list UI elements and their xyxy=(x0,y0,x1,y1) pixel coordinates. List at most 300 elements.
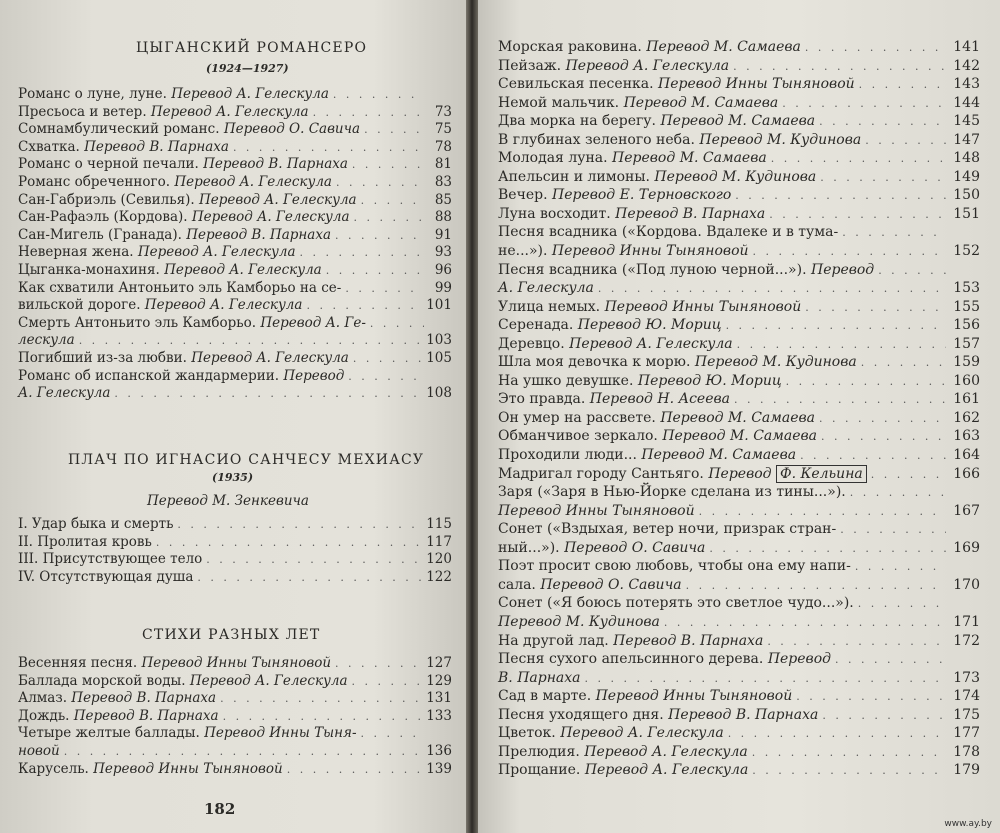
translator: А. Гелескула xyxy=(498,280,594,297)
entry-title xyxy=(498,594,854,613)
dot-leader xyxy=(819,410,946,429)
entry-title xyxy=(498,687,792,706)
entry-text: Сомнамбулический романс. xyxy=(18,121,224,138)
entry-title xyxy=(498,335,733,354)
translator: Перевод Ю. Мориц xyxy=(637,372,782,389)
dot-leader xyxy=(197,569,422,587)
toc-entry xyxy=(498,335,980,354)
entry-text: Смерть Антоньито эль Камборьо. xyxy=(18,314,261,331)
entry-text: Романс о луне, луне. xyxy=(18,86,172,102)
entry-title xyxy=(18,516,173,534)
toc-entry xyxy=(498,650,980,669)
page-ref: 122 xyxy=(426,568,452,585)
toc-entry xyxy=(18,743,452,761)
toc-entry xyxy=(498,242,980,261)
toc-entry xyxy=(498,743,980,762)
dot-leader xyxy=(858,595,946,614)
entry-title xyxy=(498,390,730,409)
toc-entry xyxy=(498,632,980,651)
entry-text: IV. Отсутствующая душа xyxy=(18,568,194,585)
entry-text: Улица немых. xyxy=(498,298,605,315)
toc-entry xyxy=(18,350,452,368)
dot-leader xyxy=(300,244,424,262)
translator: Перевод Инны Тыняновой xyxy=(595,688,793,705)
entry-text: Морская раковина. xyxy=(498,39,647,55)
entry-title xyxy=(498,168,816,187)
translator: Перевод О. Савича xyxy=(223,121,361,138)
entry-title xyxy=(18,139,229,157)
toc-entry xyxy=(498,687,980,706)
page-ref: 164 xyxy=(953,447,980,464)
toc-entry xyxy=(18,174,452,192)
dot-leader xyxy=(855,558,946,577)
translator: Перевод В. Парнаха xyxy=(186,226,331,243)
section-title: СТИХИ РАЗНЫХ ЛЕТ xyxy=(142,627,321,643)
toc-entry xyxy=(498,94,980,113)
toc-entry xyxy=(18,690,452,708)
toc-list xyxy=(498,38,980,780)
dot-leader xyxy=(370,315,424,333)
dot-leader xyxy=(752,762,946,781)
entry-text: Романс о черной печали. xyxy=(18,156,204,173)
page-number: 182 xyxy=(204,800,236,818)
page-ref: 129 xyxy=(426,672,452,689)
translator: Перевод А. Гелескула xyxy=(164,261,322,278)
entry-text: Сан-Габриэль (Севилья). xyxy=(18,191,199,208)
translator: Перевод А. Гелескула xyxy=(150,103,309,120)
entry-text: На ушко девушке. xyxy=(498,372,638,389)
page-ref: 93 xyxy=(434,244,452,261)
page-ref: 172 xyxy=(953,632,980,649)
page-ref: 167 xyxy=(953,502,980,519)
translator: Перевод А. Гелескула xyxy=(584,743,748,760)
entry-text: Дождь. xyxy=(18,707,74,724)
translator: Перевод М. Кудинова xyxy=(498,613,660,630)
dot-leader xyxy=(753,243,946,262)
entry-title xyxy=(498,131,861,150)
dot-leader xyxy=(177,516,422,534)
toc-entry xyxy=(498,539,980,558)
dot-leader xyxy=(664,614,946,633)
translator: Перевод В. Парнаха xyxy=(613,632,764,649)
page-ref: 88 xyxy=(434,209,452,226)
section-years: (1935) xyxy=(212,471,254,484)
entry-title xyxy=(498,279,594,298)
page-ref: 139 xyxy=(426,760,452,777)
entry-text: Поэт просит свою любовь, чтобы она ему напи- xyxy=(498,558,851,575)
entry-text: В глубинах зеленого неба. xyxy=(498,131,700,148)
dot-leader xyxy=(345,280,424,298)
entry-title xyxy=(18,104,309,122)
page-ref: 75 xyxy=(434,121,452,138)
entry-text: вильской дороге. xyxy=(18,297,145,314)
page-ref: 108 xyxy=(426,385,452,402)
translator: Перевод В. Парнаха xyxy=(615,205,766,222)
toc-entry xyxy=(498,483,980,502)
toc-list xyxy=(18,655,452,778)
toc-entry xyxy=(498,112,980,131)
dot-leader xyxy=(598,280,946,299)
page-ref: 142 xyxy=(953,57,980,74)
page-ref: 144 xyxy=(953,94,980,111)
page-ref: 159 xyxy=(953,354,980,371)
page-ref: 83 xyxy=(434,173,452,190)
entry-title xyxy=(18,350,349,368)
translator: Перевод М. Кудинова xyxy=(694,354,857,371)
watermark: www.ay.by xyxy=(944,819,992,829)
toc-entry xyxy=(498,223,980,242)
translator: Перевод М. Самаева xyxy=(662,428,817,445)
entry-title xyxy=(498,576,682,595)
entry-title xyxy=(498,316,722,335)
toc-entry xyxy=(498,205,980,224)
page-ref: 103 xyxy=(426,332,452,349)
translator: Перевод М. Самаева xyxy=(660,409,815,426)
toc-entry xyxy=(498,316,980,335)
entry-title xyxy=(498,149,767,168)
dot-leader xyxy=(769,206,946,225)
page-ref: 166 xyxy=(953,465,980,482)
page-ref: 101 xyxy=(426,297,452,314)
page-ref: 148 xyxy=(953,150,980,167)
toc-entry xyxy=(18,209,452,227)
toc-entry xyxy=(18,280,452,298)
entry-title xyxy=(18,708,219,726)
toc-entry xyxy=(18,332,452,350)
entry-text: Романс обреченного. xyxy=(18,173,175,190)
toc-entry xyxy=(498,706,980,725)
toc-entry xyxy=(498,186,980,205)
right-page xyxy=(478,0,1000,833)
dot-leader xyxy=(752,744,946,763)
dot-leader xyxy=(782,95,946,114)
toc-entry xyxy=(18,534,452,552)
entry-text: Схватка. xyxy=(18,138,85,155)
dot-leader xyxy=(287,761,422,779)
entry-text: Пресьоса и ветер. xyxy=(18,103,151,120)
section-title: ПЛАЧ ПО ИГНАСИО САНЧЕСУ МЕХИАСУ xyxy=(68,452,425,468)
entry-title xyxy=(498,446,796,465)
toc-entry xyxy=(498,446,980,465)
entry-title xyxy=(18,244,296,262)
page-ref: 131 xyxy=(426,690,452,707)
entry-title xyxy=(18,385,110,403)
entry-title xyxy=(18,209,350,227)
entry-text: Это правда. xyxy=(498,391,590,408)
toc-entry xyxy=(18,761,452,779)
page-ref: 136 xyxy=(426,742,452,759)
translator: Перевод Инны Тыняновой xyxy=(93,760,283,777)
translator: Перевод М. Кудинова xyxy=(654,168,817,185)
translator: Перевод А. Гелескула xyxy=(584,762,749,779)
entry-title xyxy=(18,743,60,761)
entry-text: Он умер на рассвете. xyxy=(498,409,661,426)
toc-entry xyxy=(18,297,452,315)
page-ref: 163 xyxy=(953,428,980,445)
toc-entry xyxy=(18,156,452,174)
dot-leader xyxy=(767,633,946,652)
entry-title xyxy=(18,156,348,174)
dot-leader xyxy=(821,428,946,447)
translator: Перевод Н. Асеева xyxy=(589,391,730,408)
entry-title xyxy=(18,655,331,673)
dot-leader xyxy=(871,466,946,485)
toc-entry xyxy=(18,569,452,587)
toc-entry xyxy=(498,502,980,521)
entry-text: Молодая луна. xyxy=(498,150,613,167)
entry-title xyxy=(498,38,801,57)
dot-leader xyxy=(333,86,424,104)
entry-text: Четыре желтые баллады. xyxy=(18,725,205,742)
entry-text: Весенняя песня. xyxy=(18,655,142,671)
page-ref: 96 xyxy=(434,261,452,278)
dot-leader xyxy=(859,76,946,95)
translator: Перевод М. Самаева xyxy=(623,94,779,111)
dot-leader xyxy=(336,174,424,192)
entry-text: Песня сухого апельсинного дерева. xyxy=(498,651,768,668)
entry-text: Серенада. xyxy=(498,317,578,334)
dot-leader xyxy=(835,651,946,670)
entry-text: Прелюдия. xyxy=(498,743,585,760)
dot-leader xyxy=(220,690,422,708)
entry-title xyxy=(18,368,344,386)
page-ref: 162 xyxy=(953,409,980,426)
dot-leader xyxy=(223,708,423,726)
entry-title xyxy=(498,409,815,428)
toc-entry xyxy=(498,57,980,76)
entry-text: III. Присутствующее тело xyxy=(18,551,203,568)
entry-text: сала. xyxy=(498,576,541,593)
entry-title xyxy=(498,57,729,76)
entry-text: Обманчивое зеркало. xyxy=(498,428,663,445)
dot-leader xyxy=(64,743,423,761)
entry-title xyxy=(498,502,695,521)
entry-title xyxy=(498,205,765,224)
toc-entry xyxy=(18,104,452,122)
dot-leader xyxy=(771,150,946,169)
entry-text: Проходили люди... xyxy=(498,447,642,464)
dot-leader xyxy=(361,192,424,210)
translator: Перевод А. Гелескула xyxy=(171,86,329,102)
entry-title xyxy=(498,520,836,539)
entry-title xyxy=(18,262,322,280)
entry-text: Луна восходит. xyxy=(498,205,616,222)
entry-text: Сонет («Вздыхая, ветер ночи, призрак стран- xyxy=(498,521,837,538)
translator-boxed: Ф. Кельина xyxy=(776,465,867,483)
toc-entry xyxy=(18,262,452,280)
translator: Перевод В. Парнаха xyxy=(84,138,229,155)
dot-leader xyxy=(733,58,946,77)
entry-title xyxy=(498,724,724,743)
dot-leader xyxy=(850,484,946,503)
section-title: ЦЫГАНСКИЙ РОМАНСЕРО xyxy=(136,40,368,56)
entry-title xyxy=(498,743,748,762)
translator: Перевод Е. Терновского xyxy=(551,187,732,204)
page-ref: 153 xyxy=(953,280,980,297)
entry-title xyxy=(18,280,341,298)
translator: Перевод А. Гелескула xyxy=(569,335,733,352)
entry-title xyxy=(18,332,75,350)
toc-entry xyxy=(498,613,980,632)
toc-entry xyxy=(18,139,452,157)
translator: Перевод Инны Тыняновой xyxy=(658,76,855,93)
section-years: (1924—1927) xyxy=(206,62,289,75)
translator: Перевод Инны Тыняновой xyxy=(141,655,332,671)
entry-title xyxy=(498,75,855,94)
entry-text: Баллада морской воды. xyxy=(18,672,190,689)
dot-leader xyxy=(364,121,424,139)
translator: Перевод В. Парнаха xyxy=(668,706,819,723)
toc-entry xyxy=(498,594,980,613)
entry-title xyxy=(498,242,749,261)
entry-title xyxy=(498,353,857,372)
entry-title xyxy=(498,706,818,725)
translator: А. Гелескула xyxy=(18,385,111,402)
entry-text: Неверная жена. xyxy=(18,244,138,261)
translator: Перевод А. Гелескула xyxy=(565,57,730,74)
translator: Перевод А. Гелескула xyxy=(189,672,348,689)
entry-text: Немой мальчик. xyxy=(498,94,624,111)
dot-leader xyxy=(335,655,422,673)
translator: Перевод А. Гелескула xyxy=(144,297,303,314)
toc-entry xyxy=(498,261,980,280)
translator: Перевод О. Савича xyxy=(564,539,706,556)
toc-entry xyxy=(18,227,452,245)
toc-entry xyxy=(498,669,980,688)
dot-leader xyxy=(786,373,946,392)
translator: Перевод xyxy=(283,367,345,384)
page-ref: 73 xyxy=(434,103,452,120)
page-ref: 179 xyxy=(953,762,980,779)
entry-text: Апельсин и лимоны. xyxy=(498,168,655,185)
translator: Перевод А. Гелескула xyxy=(560,725,724,742)
dot-leader xyxy=(842,224,946,243)
section-subtitle: Перевод М. Зенкевича xyxy=(147,493,309,509)
translator: В. Парнаха xyxy=(498,669,581,686)
dot-leader xyxy=(156,534,422,552)
translator: Перевод М. Самаева xyxy=(612,150,767,167)
toc-entry xyxy=(498,465,980,484)
page-ref: 178 xyxy=(953,743,980,760)
page-ref: 169 xyxy=(953,539,980,556)
page-ref: 133 xyxy=(426,707,452,724)
toc-entry xyxy=(498,557,980,576)
page-ref: 170 xyxy=(953,576,980,593)
toc-entry xyxy=(498,131,980,150)
dot-leader xyxy=(709,540,946,559)
translator: Перевод Инны Тыняновой xyxy=(604,298,802,315)
entry-text: Пейзаж. xyxy=(498,57,566,74)
entry-title xyxy=(18,121,360,139)
entry-title xyxy=(18,227,331,245)
toc-entry xyxy=(18,244,452,262)
dot-leader xyxy=(585,670,946,689)
dot-leader xyxy=(114,385,422,403)
page-ref: 160 xyxy=(953,372,980,389)
toc-entry xyxy=(498,427,980,446)
entry-text: Сан-Рафаэль (Кордова). xyxy=(18,209,192,226)
toc-entry xyxy=(498,38,980,57)
entry-text: Шла моя девочка к морю. xyxy=(498,354,695,371)
entry-title xyxy=(18,725,357,743)
entry-title xyxy=(498,632,763,651)
entry-text: Прощание. xyxy=(498,762,585,779)
entry-title xyxy=(498,650,831,669)
dot-leader xyxy=(206,551,422,569)
translator: новой xyxy=(18,742,60,759)
page-ref: 115 xyxy=(426,516,452,532)
entry-text: Песня всадника («Кордова. Вдалеке и в тума- xyxy=(498,224,839,241)
dot-leader xyxy=(233,139,424,157)
dot-leader xyxy=(313,104,424,122)
translator: Перевод Инны Тыняновой xyxy=(551,243,749,260)
page-ref: 157 xyxy=(953,335,980,352)
toc-entry xyxy=(18,551,452,569)
left-page xyxy=(0,0,466,833)
toc-entry xyxy=(498,75,980,94)
dot-leader xyxy=(800,447,946,466)
entry-title xyxy=(498,465,867,484)
translator: Перевод Инны Тыняновой xyxy=(498,502,695,519)
dot-leader xyxy=(805,299,946,318)
dot-leader xyxy=(734,391,946,410)
entry-text: Песня уходящего дня. xyxy=(498,706,669,723)
toc-entry xyxy=(18,121,452,139)
translator: Перевод М. Самаева xyxy=(641,447,797,464)
page-ref: 152 xyxy=(953,243,980,260)
translator: Перевод Инны Тыня- xyxy=(204,725,357,742)
dot-leader xyxy=(335,227,424,245)
entry-title xyxy=(498,112,815,131)
toc-list xyxy=(18,86,452,403)
toc-entry xyxy=(498,298,980,317)
dot-leader xyxy=(735,187,946,206)
entry-text: Мадригал городу Сантьяго. xyxy=(498,465,709,482)
toc-entry xyxy=(18,368,452,386)
entry-title xyxy=(18,192,357,210)
translator: Перевод xyxy=(810,261,875,278)
entry-title xyxy=(498,669,581,688)
dot-leader xyxy=(352,673,423,691)
entry-title xyxy=(498,557,851,576)
toc-entry xyxy=(498,279,980,298)
entry-title xyxy=(498,298,801,317)
toc-entry xyxy=(498,390,980,409)
dot-leader xyxy=(796,688,946,707)
dot-leader xyxy=(354,209,424,227)
entry-title xyxy=(18,315,366,333)
page-ref: 105 xyxy=(426,349,452,366)
toc-entry xyxy=(498,520,980,539)
entry-text: Как схватили Антоньито эль Камборьо на се- xyxy=(18,279,342,296)
page-ref: 127 xyxy=(426,655,452,671)
page-ref: 147 xyxy=(953,131,980,148)
page-ref: 177 xyxy=(953,725,980,742)
dot-leader xyxy=(865,132,946,151)
page-ref: 171 xyxy=(953,613,980,630)
entry-title xyxy=(18,86,329,104)
book-gutter xyxy=(466,0,478,833)
toc-entry xyxy=(18,673,452,691)
page-ref: 117 xyxy=(426,533,452,550)
entry-text: На другой лад. xyxy=(498,632,614,649)
page-ref: 149 xyxy=(953,168,980,185)
dot-leader xyxy=(822,707,946,726)
entry-text: I. Удар быка и смерть xyxy=(18,516,174,532)
page-ref: 143 xyxy=(953,76,980,93)
entry-text: Вечер. xyxy=(498,187,552,204)
toc-entry xyxy=(498,724,980,743)
